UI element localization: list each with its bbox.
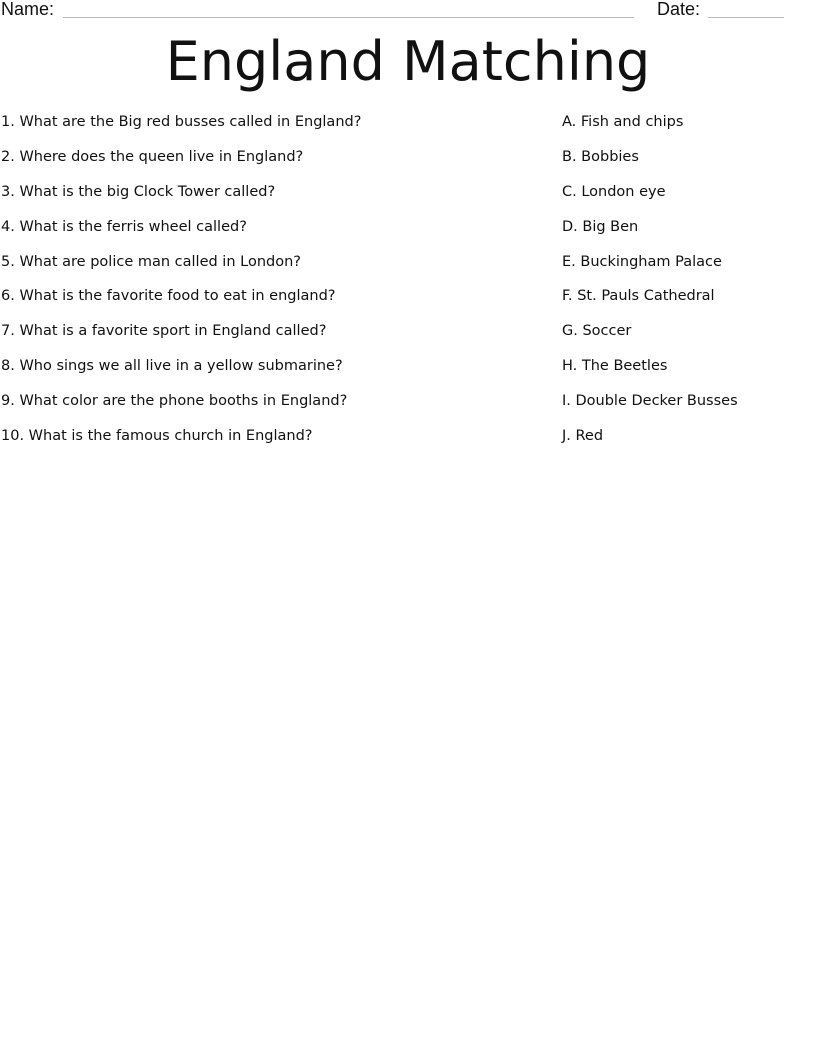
worksheet-header: [0, 0, 816, 24]
answer-item: F. St. Pauls Cathedral: [562, 288, 715, 305]
answer-item: H. The Beetles: [562, 358, 668, 375]
question-item: 3. What is the big Clock Tower called?: [1, 183, 276, 200]
answer-item: G. Soccer: [562, 323, 632, 340]
date-label: Date:: [657, 0, 701, 19]
answer-item: A. Fish and chips: [562, 114, 684, 130]
question-item: 9. What color are the phone booths in England?: [1, 393, 348, 410]
name-label: Name:: [1, 0, 55, 19]
question-item: 6. What is the favorite food to eat in england?: [1, 288, 336, 305]
answer-item: E. Buckingham Palace: [562, 253, 722, 270]
answer-item: J. Red: [562, 428, 604, 445]
question-item: 7. What is a favorite sport in England called?: [1, 323, 327, 340]
question-list: [1, 110, 541, 459]
question-item: 1. What are the Big red busses called in England?: [1, 114, 362, 130]
page-title: England Matching: [165, 30, 651, 93]
question-item: 5. What are police man called in London?: [1, 253, 301, 270]
answer-list: [562, 110, 812, 459]
question-item: 10. What is the famous church in England?: [1, 428, 313, 445]
answer-item: I. Double Decker Busses: [562, 393, 738, 410]
date-blank-line: [708, 17, 784, 18]
question-item: 2. Where does the queen live in England?: [1, 148, 304, 165]
answer-item: C. London eye: [562, 183, 666, 200]
answer-item: D. Big Ben: [562, 218, 639, 235]
name-blank-line: [63, 17, 634, 18]
answer-item: B. Bobbies: [562, 148, 639, 165]
question-item: 4. What is the ferris wheel called?: [1, 218, 247, 235]
question-item: 8. Who sings we all live in a yellow submarine?: [1, 358, 343, 375]
